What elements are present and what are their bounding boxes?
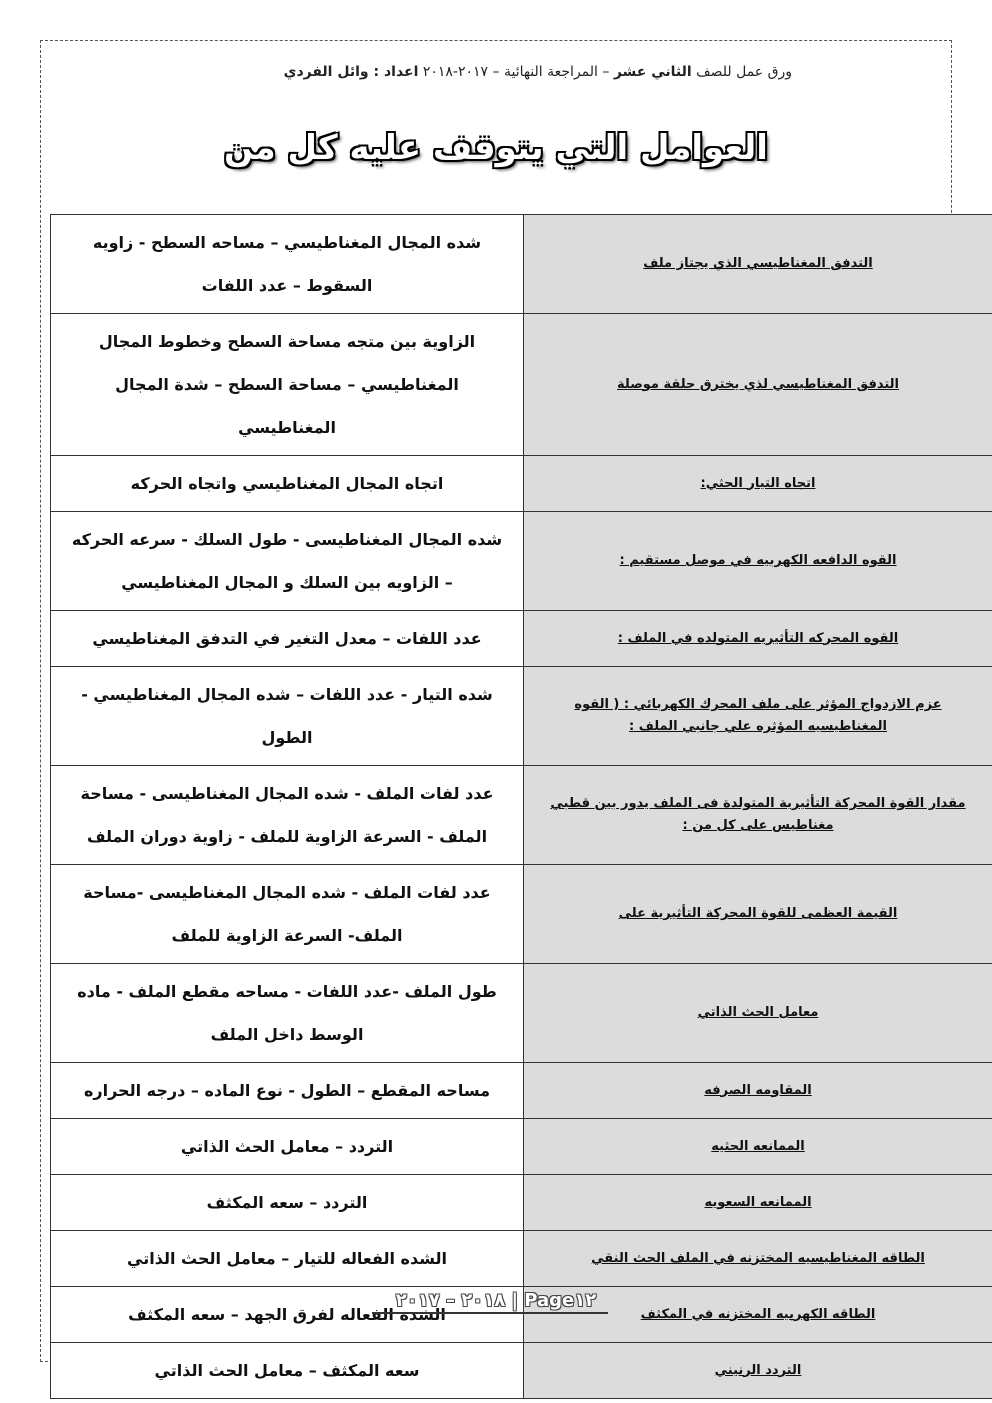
table-row — [51, 1343, 992, 1399]
page-title: العوامل التي يتوقف عليه كل من — [224, 128, 768, 168]
factors-table — [50, 214, 992, 1399]
term-text: القوه المحركه التأثيريه المتولده في الملف : — [617, 630, 899, 646]
term-cell — [524, 215, 992, 314]
term-text: القوه الدافعه الكهربيه في موصل مستقيم : — [619, 553, 897, 568]
answer-cell: التردد – معامل الحث الذاتي — [51, 1119, 524, 1175]
term-cell — [524, 865, 992, 964]
table-row — [51, 215, 992, 314]
table-row — [51, 611, 992, 667]
term-text: عزم الازدواج المؤثر على ملف المحرك الكهربائي : ( القوه المغناطيسيه المؤثره علي جانبي الملف : — [574, 697, 942, 734]
answer-cell: الزاوية بين متجه مساحة السطح وخطوط المجال المغناطيسي – مساحة السطح – شدة المجال المغناطيسي — [51, 314, 524, 456]
term-cell — [524, 1343, 992, 1399]
page-footer: ٢٠١٨ – ٢٠١٧ | Page١٢ — [395, 1290, 597, 1311]
term-text: المقاومه الصرفه — [704, 1082, 812, 1098]
term-cell — [524, 766, 992, 865]
term-cell — [524, 1063, 992, 1119]
table-row — [51, 314, 992, 456]
answer-cell: عدد اللفات – معدل التغير في التدفق المغناطيسي — [51, 611, 524, 667]
term-text: التدفق المغناطيسي الذي يجتاز ملف — [643, 256, 873, 271]
table-row — [51, 964, 992, 1063]
answer-cell: مساحه المقطع – الطول - نوع الماده – درجه الحراره — [51, 1063, 524, 1119]
term-cell — [524, 1119, 992, 1175]
table-row — [51, 667, 992, 766]
answer-cell: سعه المكثف – معامل الحث الذاتي — [51, 1343, 524, 1399]
answer-cell: شده التيار - عدد اللفات – شده المجال المغناطيسي - الطول — [51, 667, 524, 766]
table-row — [51, 1231, 992, 1287]
table-row — [51, 766, 992, 865]
table-row — [51, 1119, 992, 1175]
term-cell — [524, 964, 992, 1063]
term-cell — [524, 1175, 992, 1231]
term-cell — [524, 314, 992, 456]
footer-underline — [372, 1312, 608, 1314]
term-text: معامل الحث الذاتي — [697, 1005, 819, 1020]
answer-cell: عدد لفات الملف - شده المجال المغناطيسى - مساحة الملف - السرعة الزاوية للملف - زاوية دوران الملف — [51, 766, 524, 865]
answer-cell: الشده الفعاله للتيار – معامل الحث الذاتي — [51, 1231, 524, 1287]
answer-cell: التردد – سعه المكثف — [51, 1175, 524, 1231]
term-cell — [524, 512, 992, 611]
header-author: اعداد : وائل الفردي — [283, 64, 419, 80]
term-text: اتجاه التيار الحثي: — [700, 475, 816, 491]
factors-table-container — [50, 214, 966, 1399]
term-text: الطاقه المغناطيسيه المختزنه في الملف الحث النقي — [591, 1250, 925, 1266]
answer-cell: طول الملف -عدد اللفات - مساحه مقطع الملف - ماده الوسط داخل الملف — [51, 964, 524, 1063]
answer-cell: الشده الفعاله لفرق الجهد – سعه المكثف — [51, 1287, 524, 1343]
header-middle: – المراجعة النهائية – ٢٠١٧-٢٠١٨ — [418, 64, 614, 80]
answer-cell: عدد لفات الملف - شده المجال المغناطيسى -مساحة الملف- السرعة الزاوية للملف — [51, 865, 524, 964]
term-text: مقدار القوة المحركة التأثيرية المتولدة فى الملف يدور بين قطبي مغناطيس على كل من : — [550, 796, 966, 833]
term-text: التردد الرنيني — [714, 1362, 802, 1378]
term-text: الطاقه الكهربيه المختزنه في المكثف — [640, 1306, 876, 1322]
term-text: القيمة العظمى للقوة المحركة التأثيرية على — [618, 906, 898, 921]
header-prefix: ورق عمل للصف — [691, 64, 792, 80]
worksheet-header — [192, 64, 792, 80]
answer-cell: اتجاه المجال المغناطيسي واتجاه الحركه — [51, 456, 524, 512]
table-row — [51, 456, 992, 512]
factors-table-body — [51, 215, 992, 1399]
term-text: الممانعه الحثيه — [711, 1138, 805, 1154]
answer-cell: شده المجال المغناطيسى - طول السلك - سرعه الحركه – الزاويه بين السلك و المجال المغناطيسي — [51, 512, 524, 611]
table-row — [51, 1063, 992, 1119]
term-cell — [524, 456, 992, 512]
term-cell — [524, 611, 992, 667]
table-row — [51, 512, 992, 611]
term-text: التدفق المغناطيسي لذي يخترق حلقة موصلة — [617, 376, 899, 392]
term-cell — [524, 667, 992, 766]
term-cell — [524, 1231, 992, 1287]
table-row — [51, 1175, 992, 1231]
term-text: الممانعه السعويه — [704, 1194, 812, 1210]
header-grade: الثاني عشر — [613, 64, 692, 80]
table-row — [51, 865, 992, 964]
answer-cell: شده المجال المغناطيسي – مساحه السطح - زاويه السقوط – عدد اللفات — [51, 215, 524, 314]
